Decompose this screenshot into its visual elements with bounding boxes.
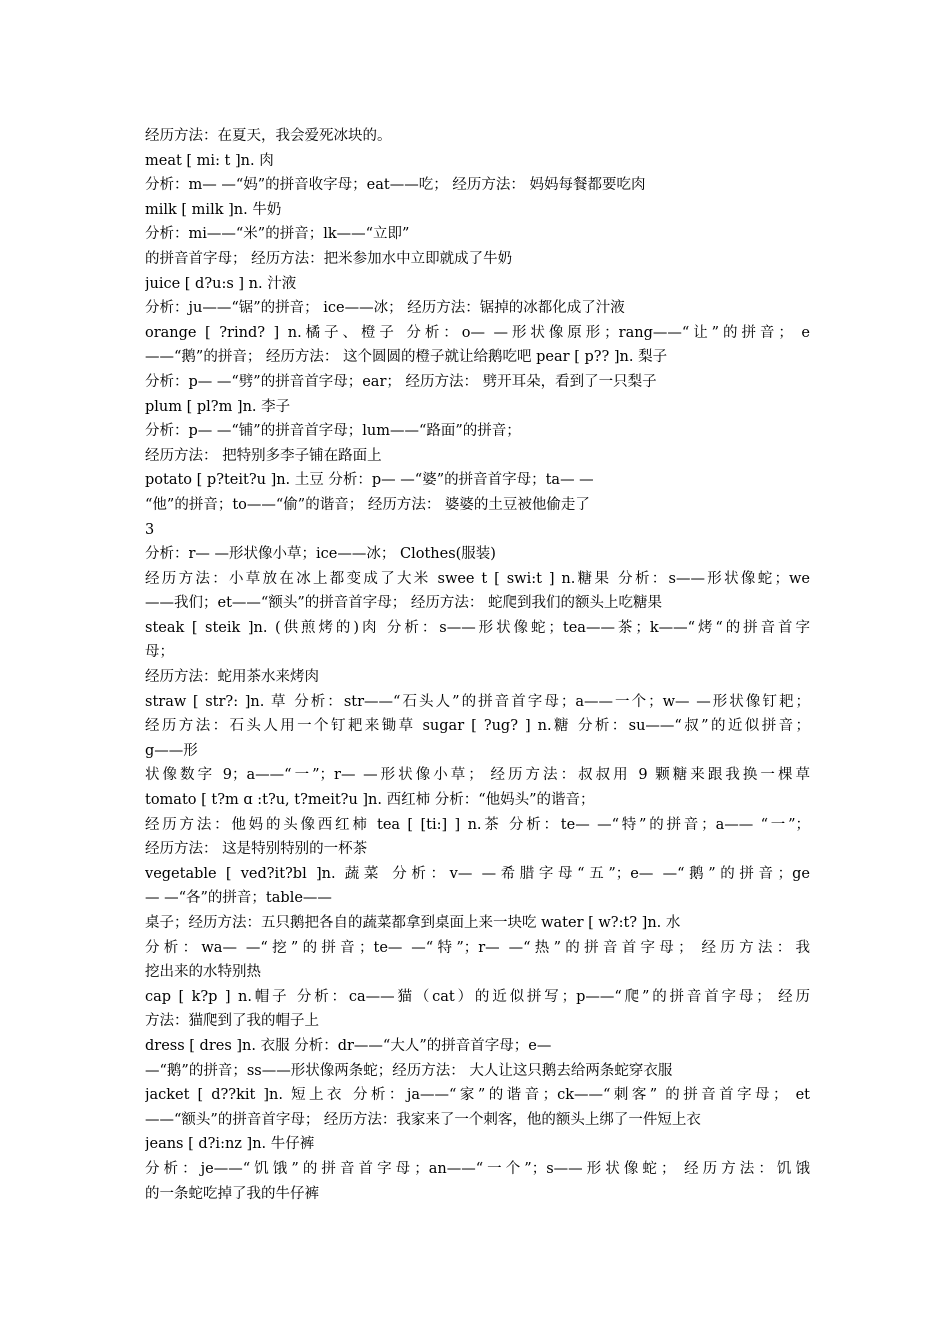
text-line: dress [ dres ]n. 衣服 分析：dr——“大人”的拼音首字母；e—	[145, 1037, 552, 1054]
text-line: straw [ str?: ]n. 草 分析：str——“石头人”的拼音首字母；a——一个；w— —形状像钉耙；	[145, 693, 810, 710]
text-line: “他”的拼音；to——“偷”的谐音； 经历方法： 婆婆的土豆被他偷走了	[145, 496, 590, 513]
text-line: 经历方法：在夏天，我会爱死冰块的。	[145, 128, 392, 144]
text-line: 经历方法：石头人用一个钉耙来锄草 sugar [ ?ug? ] n.糖 分析：su——“叔”的近似拼音；	[145, 718, 810, 735]
text-line: potato [ p?teit?u ]n. 土豆 分析：p— —“婆”的拼音首字母；ta— —	[145, 472, 594, 489]
text-line: tomato [ t?m ɑ :t?u, t?meit?u ]n. 西红柿 分析：“他妈头”的谐音；	[145, 792, 595, 809]
text-line: steak [ steik ]n. (供煎烤的)肉 分析：s——形状像蛇；tea——茶；k——“烤“的拼音首字	[145, 619, 810, 636]
text-line: 分析：wa— —“挖”的拼音；te— —“特”；r— —“热”的拼音首字母； 经历方法：我	[145, 939, 810, 956]
text-line: 状像数字 9；a——“一”；r— —形状像小草； 经历方法：叔叔用 9 颗糖来跟我换一棵草	[145, 767, 810, 784]
text-line: cap [ k?p ] n.帽子 分析：ca——猫（cat）的近似拼写；p——“爬”的拼音首字母； 经历	[145, 988, 810, 1005]
text-line: 的拼音首字母； 经历方法：把米参加水中立即就成了牛奶	[145, 250, 513, 267]
text-line: ——我们；et——“额头”的拼音首字母； 经历方法： 蛇爬到我们的额头上吃糖果	[145, 595, 662, 612]
text-line: 分析：ju——“锯”的拼音； ice——冰； 经历方法：锯掉的冰都化成了汁液	[145, 300, 625, 317]
text-line: 分析：mi——“米”的拼音；lk——“立即”	[145, 226, 410, 243]
text-line: 经历方法：蛇用茶水来烤肉	[145, 669, 319, 686]
text-line: 分析：je——“饥饿”的拼音首字母；an——“一个”；s——形状像蛇； 经历方法：饥饿	[145, 1160, 810, 1177]
text-line: g——形	[145, 742, 198, 759]
text-line: 经历方法：小草放在冰上都变成了大米 swee t [ swi:t ] n.糖果 分析：s——形状像蛇；we	[145, 570, 810, 587]
text-line: meat [ mi: t ]n. 肉	[145, 152, 274, 169]
text-line: 经历方法：他妈的头像西红柿 tea [ [ti:] ] n.茶 分析：te— —“特”的拼音；a—— “一”；	[145, 816, 810, 833]
text-line: 的一条蛇吃掉了我的牛仔裤	[145, 1185, 319, 1202]
text-line: milk [ milk ]n. 牛奶	[145, 201, 282, 218]
page-number: 3	[145, 521, 155, 538]
text-line: 母；	[145, 644, 174, 661]
text-line: jacket [ d??kit ]n. 短上衣 分析：ja——“家”的谐音；ck——“刺客” 的拼音首字母； et	[145, 1087, 810, 1104]
document-page	[145, 124, 810, 1206]
text-line: 方法：猫爬到了我的帽子上	[145, 1013, 319, 1030]
text-line: 分析：m— —“妈”的拼音收字母；eat——吃； 经历方法： 妈妈每餐都要吃肉	[145, 177, 646, 194]
text-line: 挖出来的水特别热	[145, 964, 261, 981]
text-line: 经历方法： 这是特别特别的一杯茶	[145, 841, 368, 858]
text-line: plum [ pl?m ]n. 李子	[145, 398, 291, 415]
text-line: 分析：p— —“铺”的拼音首字母；lum——“路面”的拼音；	[145, 423, 521, 440]
text-line: —“鹅”的拼音；ss——形状像两条蛇；经历方法： 大人让这只鹅去给两条蛇穿衣服	[145, 1062, 673, 1079]
text-line: vegetable [ ved?it?bl ]n. 蔬菜 分析：v— —希腊字母“五”；e— —“鹅”的拼音；ge	[145, 865, 810, 882]
text-line: ——“鹅”的拼音； 经历方法： 这个圆圆的橙子就让给鹅吃吧 pear [ p?? ]n. 梨子	[145, 349, 668, 366]
text-line: jeans [ d?i:nz ]n. 牛仔裤	[145, 1136, 315, 1153]
text-line: 桌子；经历方法：五只鹅把各自的蔬菜都拿到桌面上来一块吃 water [ w?:t? ]n. 水	[145, 915, 681, 931]
text-line: 经历方法： 把特别多李子铺在路面上	[145, 447, 382, 464]
text-line: juice [ d?u:s ] n. 汁液	[145, 275, 297, 292]
text-line: — —“各”的拼音；table——	[145, 890, 332, 907]
text-line: 分析：p— —“劈”的拼音首字母；ear； 经历方法： 劈开耳朵，看到了一只梨子	[145, 373, 657, 390]
text-line: orange [ ?rind? ] n.橘子、橙子 分析：o— —形状像原形；rang——“让”的拼音； e	[145, 324, 810, 341]
text-line: ——“额头”的拼音首字母； 经历方法：我家来了一个刺客，他的额头上绑了一件短上衣	[145, 1111, 701, 1128]
text-line: 分析：r— —形状像小草；ice——冰； Clothes(服装)	[145, 546, 496, 563]
